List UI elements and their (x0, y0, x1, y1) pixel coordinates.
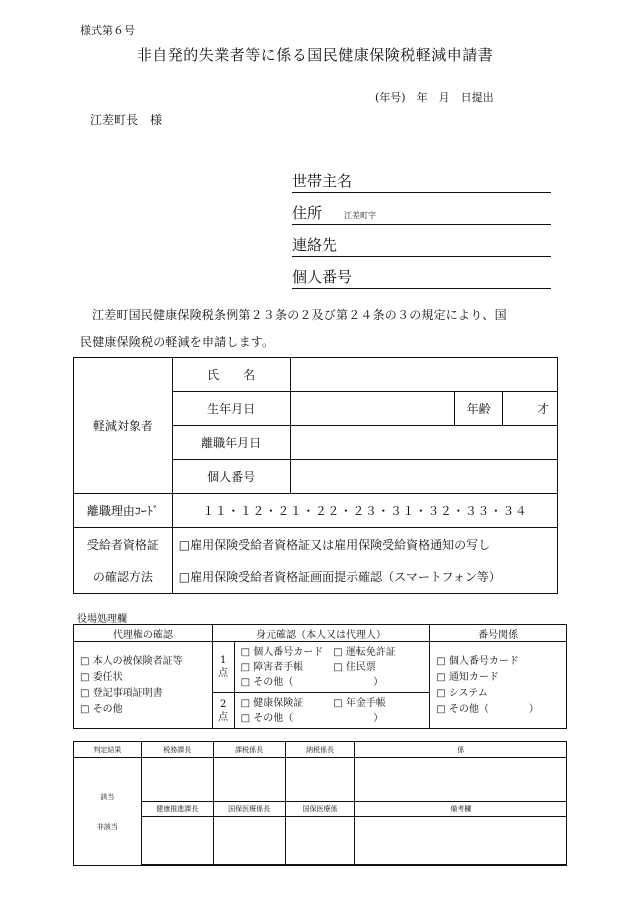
judgment-table (73, 741, 567, 866)
stamp-box[interactable] (213, 758, 285, 802)
stamp-box[interactable] (141, 817, 213, 865)
subject-label: 軽減対象者 (74, 358, 173, 494)
household-head-label: 世帯主名 (292, 172, 353, 190)
identity-item[interactable]: □ 健康保険証 □ 年金手帳 (240, 698, 386, 709)
address-prefix: 江差町字 (344, 211, 376, 220)
address-label: 住所 (292, 204, 323, 222)
remarks-box[interactable] (355, 817, 567, 865)
stamp-box[interactable] (355, 758, 567, 802)
not-applicable-option[interactable]: 非該当 (96, 822, 118, 831)
remarks-header: 備考欄 (355, 802, 567, 817)
age-unit: 才 (536, 402, 549, 416)
agent-item[interactable]: □ 本人の被保険者証等 (80, 655, 183, 667)
qualification-option-1[interactable]: □雇用保険受給者資格証又は雇用保険受給資格通知の写し (178, 537, 491, 552)
reason-codes[interactable]: １１・１２・２１・２２・２３・３１・３２・３３・３４ (172, 494, 557, 528)
qualification-options (172, 528, 557, 594)
number-item[interactable]: □ 通知カード (436, 671, 499, 683)
agent-item[interactable]: □ 登記事項証明書 (80, 687, 163, 699)
tax-chief-header: 税務課長 (141, 742, 213, 758)
qualification-label-line2: の確認方法 (92, 569, 153, 584)
subject-personal-number-input[interactable] (290, 460, 557, 494)
nhi-staff-header: 国保医療係 (285, 802, 355, 817)
judgment-result-cell[interactable] (74, 758, 142, 866)
agent-item[interactable]: □ その他 (80, 703, 123, 715)
one-point-checklist (234, 642, 430, 693)
number-item[interactable]: □ その他（ ） (436, 703, 539, 715)
reason-code-label: 離職理由ｺｰﾄﾞ (74, 494, 173, 528)
stamp-box[interactable] (285, 817, 355, 865)
identity-item[interactable]: □ その他（ ） (240, 713, 384, 724)
two-point-checklist (234, 693, 430, 729)
application-table (73, 357, 558, 594)
separation-date-input[interactable] (290, 426, 557, 460)
household-head-field[interactable] (292, 170, 551, 193)
form-number: 様式第６号 (80, 24, 135, 37)
nhi-chief-header: 国保医療係長 (213, 802, 285, 817)
name-label: 氏 名 (172, 358, 290, 392)
number-checklist (430, 642, 567, 729)
staff-header: 係 (355, 742, 567, 758)
agent-header: 代理権の確認 (74, 625, 213, 642)
contact-label: 連絡先 (292, 236, 338, 254)
name-input[interactable] (290, 358, 557, 392)
payment-chief-header: 納税係長 (285, 742, 355, 758)
number-item[interactable]: □ システム (436, 687, 488, 699)
agent-item[interactable]: □ 委任状 (80, 671, 123, 683)
number-header: 番号関係 (430, 625, 567, 642)
age-input[interactable] (503, 392, 558, 426)
statement-line-1: 江差町国民健康保険税条例第２３条の２及び第２４条の３の規定により、国 (92, 308, 507, 322)
qualification-label (74, 528, 173, 594)
identity-header: 身元確認（本人又は代理人） (212, 625, 430, 642)
qualification-label-line1: 受給者資格証 (86, 537, 159, 552)
office-table (73, 624, 567, 729)
personal-number-field[interactable] (292, 266, 551, 289)
subject-personal-number-label: 個人番号 (172, 460, 290, 494)
statement-line-2: 民健康保険税の軽減を申請します。 (80, 335, 275, 349)
one-point-label: 1 点 (212, 642, 234, 693)
applicable-option[interactable]: 該当 (100, 792, 115, 801)
page-title: 非自発的失業者等に係る国民健康保険税軽減申請書 (136, 46, 494, 64)
identity-item[interactable]: □ 個人番号カード □ 運転免許証 (240, 647, 396, 658)
stamp-box[interactable] (285, 758, 355, 802)
result-header: 判定結果 (74, 742, 142, 758)
stamp-box[interactable] (213, 817, 285, 865)
separation-date-label: 離職年月日 (172, 426, 290, 460)
health-chief-header: 健康推進課長 (141, 802, 213, 817)
age-label: 年齢 (455, 392, 503, 426)
birthdate-label: 生年月日 (172, 392, 290, 426)
personal-number-label: 個人番号 (292, 268, 353, 286)
stamp-box[interactable] (141, 758, 213, 802)
identity-item[interactable]: □ その他（ ） (240, 677, 384, 688)
qualification-option-2[interactable]: □雇用保険受給者資格証画面提示確認（スマートフォン等） (178, 569, 501, 584)
section-chief-header: 課税係長 (213, 742, 285, 758)
identity-item[interactable]: □ 障害者手帳 □ 住民票 (240, 662, 376, 673)
office-section-title: 役場処理欄 (77, 614, 127, 625)
submission-date: (年号) 年 月 日提出 (375, 91, 494, 104)
agent-checklist (74, 642, 213, 729)
birthdate-input[interactable] (290, 392, 455, 426)
two-point-label: 2 点 (212, 693, 234, 729)
addressee: 江差町長 様 (90, 113, 163, 127)
number-item[interactable]: □ 個人番号カード (436, 655, 519, 667)
contact-field[interactable] (292, 234, 551, 257)
address-field[interactable] (292, 202, 551, 225)
